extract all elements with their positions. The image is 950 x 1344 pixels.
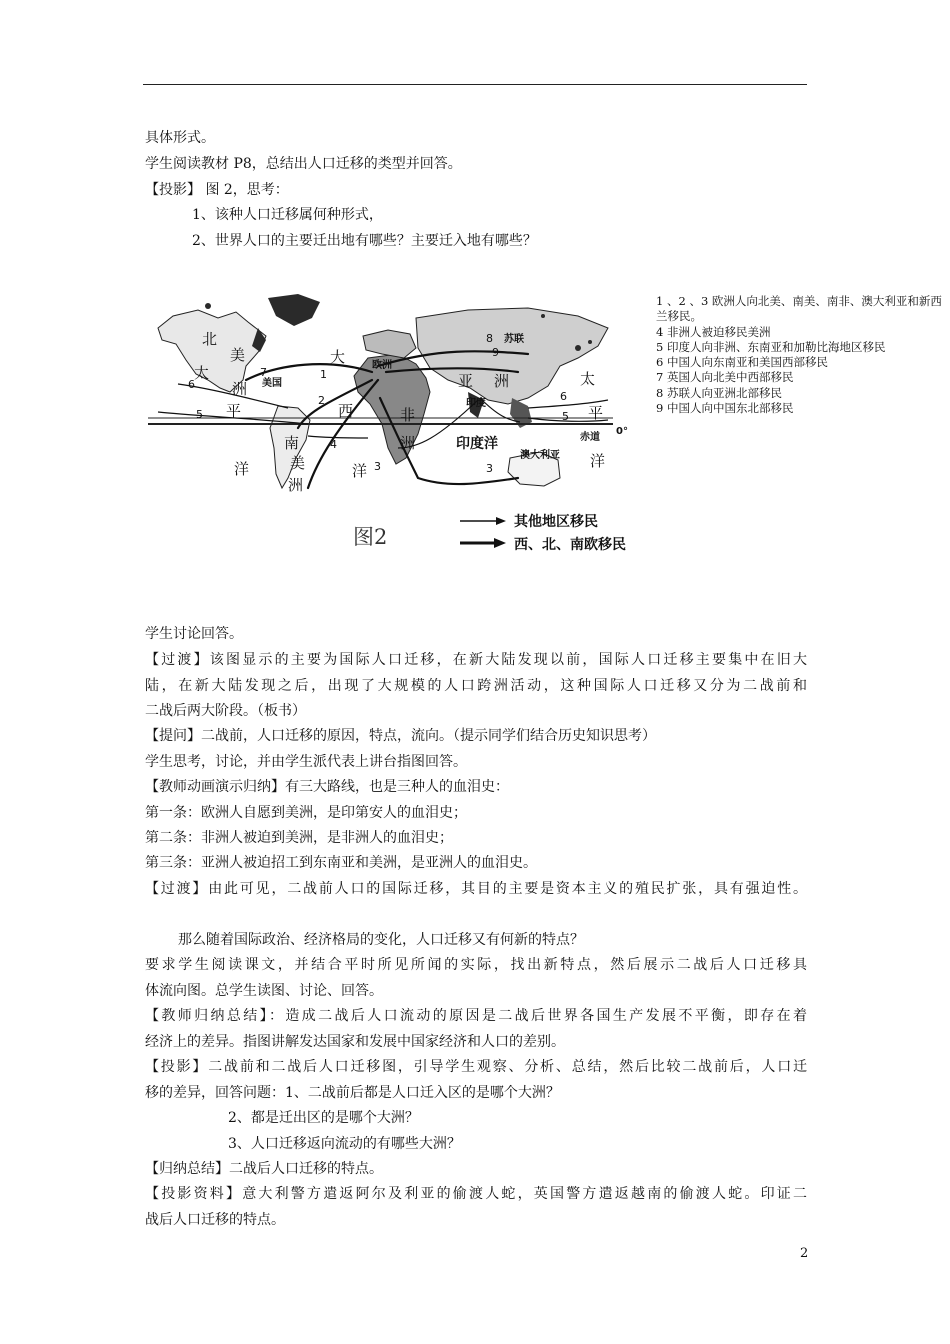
text-line: 第三条：亚洲人被迫招工到东南亚和美洲，是亚洲人的血泪史。 [145, 855, 537, 871]
text-line: 经济上的差异。指图讲解发达国家和发展中国家经济和人口的差别。 [145, 1034, 565, 1050]
migration-route [308, 436, 368, 438]
route-legend [656, 294, 946, 416]
text-line: 陆，在新大陆发现之后，出现了大规模的人口跨洲活动，这种国际人口迁移又分为二战前和 [145, 678, 807, 694]
map-label: 洋 [590, 452, 606, 470]
migration-map-figure [148, 288, 643, 563]
svg-text:5: 5 [196, 408, 203, 421]
text-line: 那么随着国际政治、经济格局的变化，人口迁移又有何新的特点？ [178, 932, 584, 948]
svg-text:9: 9 [492, 346, 499, 359]
svg-text:3: 3 [374, 460, 381, 473]
map-label: 非 [400, 406, 416, 424]
map-label: 澳大利亚 [520, 450, 560, 461]
map-label: 0° [616, 426, 628, 437]
map-label: 美国 [262, 378, 282, 389]
svg-text:8: 8 [486, 332, 493, 345]
svg-text:6: 6 [188, 378, 195, 391]
map-label: 平 [226, 402, 242, 420]
legend-item: 5 印度人向非洲、东南亚和加勒比海地区移民 [656, 339, 886, 354]
text-line: 移的差异，回答问题：1、二战前后都是人口迁入区的是哪个大洲？ [145, 1085, 560, 1101]
text-line: 【归纳总结】二战后人口迁移的特点。 [145, 1161, 383, 1177]
legend-item: 9 中国人向中国东北部移民 [656, 401, 794, 416]
text-line: 【提问】二战前，人口迁移的原因，特点，流向。（提示同学们结合历史知识思考） [145, 728, 656, 744]
map-label: 洲 [288, 476, 304, 494]
map-label: 印度 [466, 398, 486, 409]
legend-item: 4 非洲人被迫移民美洲 [656, 324, 771, 339]
map-label: 印度洋 [456, 436, 498, 452]
map-label: 洲 [494, 372, 510, 390]
text-line: 要求学生阅读课文，并结合平时所见所闻的实际，找出新特点，然后展示二战后人口迁移具 [145, 957, 807, 973]
text-line: 学生阅读教材 P8，总结出人口迁移的类型并回答。 [145, 156, 462, 172]
text-line: 【教师动画演示归纳】有三大路线，也是三种人的血泪史： [145, 779, 509, 795]
map-label: 美 [290, 454, 306, 472]
text-line: 3、人口迁移返向流动的有哪些大洲？ [228, 1136, 461, 1152]
svg-text:5: 5 [562, 410, 569, 423]
legend-item: 6 中国人向东南亚和美国西部移民 [656, 355, 828, 370]
page-number: 2 [800, 1246, 809, 1261]
text-line: 【教师归纳总结】：造成二战后人口流动的原因是二战后世界各国生产发展不平衡，即存在着 [145, 1008, 807, 1024]
text-line: 【投影】 图 2，思考： [145, 182, 289, 198]
map-label: 洋 [234, 460, 250, 478]
text-line: 具体形式。 [145, 130, 215, 146]
map-label: 洋 [352, 462, 368, 480]
text-line: 学生思考，讨论，并由学生派代表上讲台指图回答。 [145, 754, 467, 770]
map-label: 欧洲 [372, 360, 392, 371]
header-rule [143, 84, 807, 85]
figure-caption: 图2 [353, 525, 388, 549]
svg-text:7: 7 [260, 366, 267, 379]
text-line: 【投影资料】意大利警方遣返阿尔及利亚的偷渡人蛇，英国警方遣返越南的偷渡人蛇。印证二 [145, 1186, 807, 1202]
map-label: 北 [202, 330, 218, 348]
text-line: 二战后两大阶段。（板书） [145, 703, 306, 719]
map-label: 亚 [458, 372, 474, 390]
map-label: 平 [588, 404, 604, 422]
legend-item: 7 英国人向北美中西部移民 [656, 370, 794, 385]
text-line: 【过渡】该图显示的主要为国际人口迁移，在新大陆发现以前，国际人口迁移主要集中在旧大 [145, 652, 807, 668]
map-label: 美 [230, 346, 246, 364]
key-label-other: 其他地区移民 [514, 514, 598, 530]
map-label: 洲 [400, 434, 416, 452]
text-line: 【投影】二战前和二战后人口迁移图，引导学生观察、分析、总结，然后比较二战前后，人口迁 [145, 1059, 807, 1075]
text-line: 体流向图。总学生读图、讨论、回答。 [145, 983, 383, 999]
svg-text:2: 2 [318, 394, 325, 407]
key-label-europe: 西、北、南欧移民 [514, 537, 626, 553]
text-line: 【过渡】由此可见，二战前人口的国际迁移，其目的主要是资本主义的殖民扩张，具有强迫性。 [145, 881, 807, 897]
map-label: 赤道 [580, 432, 600, 443]
map-label: 西 [338, 402, 354, 420]
map-label: 太 [580, 370, 596, 388]
text-line: 第二条：非洲人被迫到美洲，是非洲人的血泪史； [145, 830, 453, 846]
map-label: 洲 [232, 380, 248, 398]
text-line: 1、该种人口迁移属何种形式， [192, 207, 383, 223]
map-label: 大 [330, 348, 346, 366]
map-label: 南 [284, 434, 300, 452]
text-line: 2、都是迁出区的是哪个大洲？ [228, 1110, 419, 1126]
text-line: 战后人口迁移的特点。 [145, 1212, 285, 1228]
text-line: 学生讨论回答。 [145, 626, 243, 642]
legend-item: 1 、2 、3 欧洲人向北美、南美、南非、澳大利亚和新西兰移民。 [656, 294, 942, 324]
text-line: 第一条：欧洲人自愿到美洲，是印第安人的血泪史； [145, 805, 467, 821]
text-line: 2、世界人口的主要迁出地有哪些？主要迁入地有哪些？ [192, 233, 537, 249]
legend-item: 8 苏联人向亚洲北部移民 [656, 385, 782, 400]
svg-text:4: 4 [330, 438, 337, 451]
map-label: 太 [194, 364, 210, 382]
svg-text:1: 1 [320, 368, 327, 381]
svg-text:3: 3 [486, 462, 493, 475]
svg-text:6: 6 [560, 390, 567, 403]
map-label: 苏联 [504, 334, 524, 345]
